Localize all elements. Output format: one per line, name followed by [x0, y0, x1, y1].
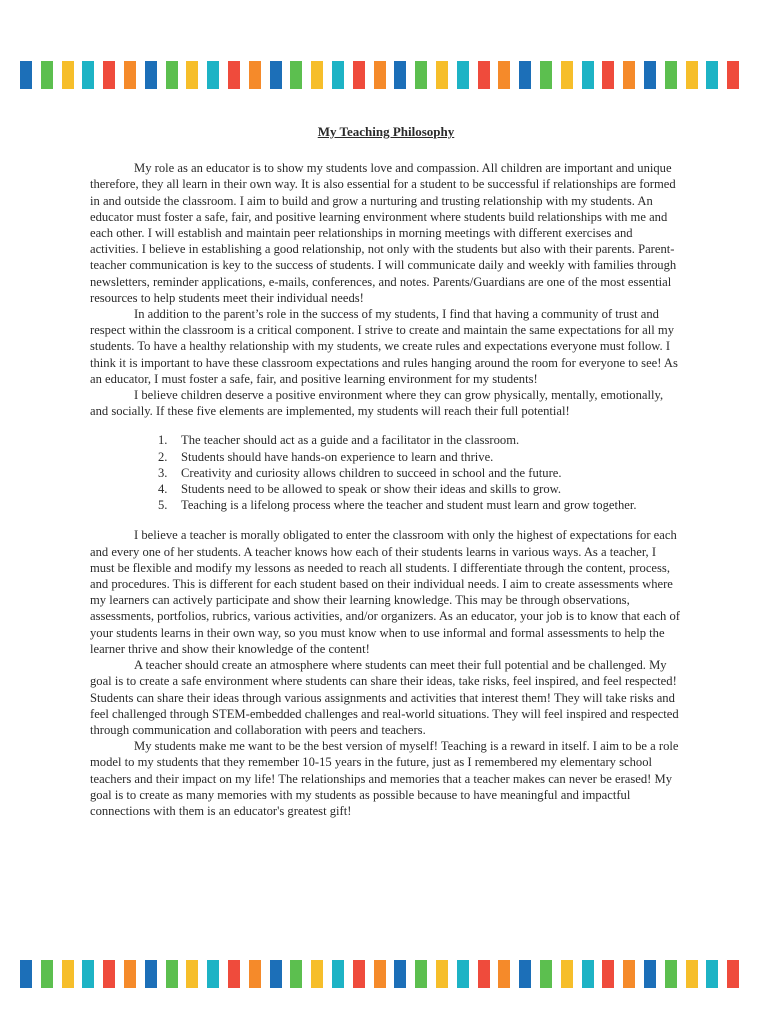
list-number: 3. [158, 465, 168, 480]
stripe-block [41, 61, 53, 89]
list-item [90, 481, 682, 497]
stripe-block [706, 61, 718, 89]
stripe-block [145, 960, 157, 988]
stripe-block [82, 960, 94, 988]
stripe-block [374, 61, 386, 89]
paragraph: I believe a teacher is morally obligated to enter the classroom with only the highest of expectations for each and every one of her students. A teacher knows how each of their students learns in various ways. As a teacher, I must be flexible and modify my lessons as needed to reach all students. I differentiate through the content, process, and procedures. This is different for each student based on their individual needs. I aim to create assessments where my learners can actively participate and show their learning knowledge. This may be through observations, assessments, portfolios, rubrics, various activities, and/or organizers. As an educator, your job is to know that each of your students learns in their own way, so you must know when to use informal and formal assessments to help the learner thrive and show their knowledge of the content! [90, 528, 680, 656]
stripe-block [166, 960, 178, 988]
paragraph: In addition to the parent’s role in the success of my students, I find that having a community of trust and respect within the classroom is a critical component. I strive to create and maintain the same expectations for all my students. To have a healthy relationship with my students, we create rules and expectations everyone must follow. I think it is important to have these classroom expectations and rules hanging around the room for everyone to see! As an educator, I must foster a safe, fair, and positive learning environment for my students! [90, 307, 678, 386]
stripe-block [103, 960, 115, 988]
paragraph: I believe children deserve a positive environment where they can grow physically, mentally, emotionally, and socially. If these five elements are implemented, my students will reach their full potential! [90, 388, 664, 419]
stripe-block [415, 960, 427, 988]
stripe-block [727, 960, 739, 988]
stripe-block [686, 61, 698, 89]
stripe-block [249, 960, 261, 988]
stripe-block [478, 61, 490, 89]
list-number: 4. [158, 482, 168, 497]
stripe-block [394, 61, 406, 89]
stripe-block [62, 960, 74, 988]
stripe-block [124, 960, 136, 988]
stripe-block [457, 960, 469, 988]
stripe-block [145, 61, 157, 89]
stripe-block [374, 960, 386, 988]
stripe-block [582, 960, 594, 988]
stripe-block [665, 61, 677, 89]
stripe-block [686, 960, 698, 988]
stripe-block [332, 61, 344, 89]
stripe-block [124, 61, 136, 89]
stripe-block [519, 960, 531, 988]
stripe-block [602, 960, 614, 988]
stripe-block [20, 960, 32, 988]
list-item [90, 449, 682, 465]
list-number: 5. [158, 498, 168, 513]
stripe-block [561, 61, 573, 89]
list-text: Teaching is a lifelong process where the teacher and student must learn and grow together. [181, 498, 637, 513]
stripe-block [186, 960, 198, 988]
stripe-block [602, 61, 614, 89]
list-text: The teacher should act as a guide and a facilitator in the classroom. [181, 433, 520, 448]
list-text: Students need to be allowed to speak or show their ideas and skills to grow. [181, 482, 562, 497]
stripe-block [519, 61, 531, 89]
stripe-block [644, 61, 656, 89]
list-text: Creativity and curiosity allows children to succeed in school and the future. [181, 465, 562, 480]
stripe-block [270, 960, 282, 988]
stripe-block [103, 61, 115, 89]
stripe-block [311, 960, 323, 988]
list-text: Students should have hands-on experience to learn and thrive. [181, 449, 494, 464]
stripe-block [457, 61, 469, 89]
stripe-block [249, 61, 261, 89]
stripe-block [82, 61, 94, 89]
stripe-block [290, 960, 302, 988]
list-number: 1. [158, 433, 168, 448]
paragraph: My students make me want to be the best version of myself! Teaching is a reward in itself. I aim to be a role model to my students that they remember 10-15 years in the future, just as I remembered my elementary school teachers and their impact on my life! The relationships and memories that a teacher makes can never be erased! My goal is to create as many memories with my students as possible because to have meaningful and impactful connections with them is an educator's greatest gift! [90, 739, 679, 818]
stripe-block [332, 960, 344, 988]
stripe-block [561, 960, 573, 988]
stripe-block [20, 61, 32, 89]
stripe-block [166, 61, 178, 89]
stripe-block [540, 61, 552, 89]
stripe-block [353, 960, 365, 988]
list-number: 2. [158, 449, 168, 464]
stripe-block [186, 61, 198, 89]
stripe-block [540, 960, 552, 988]
document-title: My Teaching Philosophy [317, 124, 455, 139]
bottom-stripe-border [20, 960, 748, 988]
stripe-block [498, 960, 510, 988]
stripe-block [498, 61, 510, 89]
stripe-block [436, 61, 448, 89]
list-item [90, 465, 682, 481]
stripe-block [415, 61, 427, 89]
top-stripe-border [20, 61, 748, 89]
numbered-list [90, 432, 682, 513]
stripe-block [665, 960, 677, 988]
paragraph: My role as an educator is to show my students love and compassion. All children are important and unique therefore, they all learn in their own way. It is also essential for a student to be successful if relationships are formed in and outside the classroom. I aim to build and grow a nurturing and trusting relationship with my students. An educator must foster a safe, fair, and positive learning environment where students build relationships with me and each other. I will establish and maintain peer relationships in morning meetings with different exercises and activities. I believe in establishing a good relationship, not only with the students but also with their parents. Parent-teacher communication is key to the success of students. I will communicate daily and weekly with families through newsletters, reminder applications, e-mails, conferences, and notes. Parents/Guardians are one of the most essential resources to help students meet their individual needs! [90, 161, 677, 305]
document-page [90, 124, 682, 819]
stripe-block [478, 960, 490, 988]
stripe-block [228, 960, 240, 988]
stripe-block [228, 61, 240, 89]
stripe-block [207, 960, 219, 988]
stripe-block [353, 61, 365, 89]
stripe-block [311, 61, 323, 89]
list-item [90, 497, 682, 513]
stripe-block [727, 61, 739, 89]
stripe-block [623, 61, 635, 89]
stripe-block [62, 61, 74, 89]
stripe-block [706, 960, 718, 988]
stripe-block [394, 960, 406, 988]
paragraph: A teacher should create an atmosphere where students can meet their full potential and be challenged. My goal is to create a safe environment where students can share their ideas, take risks, feel inspired, and feel respected! Students can share their ideas through various assignments and activities that interest them! They will take risks and feel challenged through STEM-embedded challenges and real-world situations. They will feel inspired and respected through communication and collaboration with peers and teachers. [90, 658, 679, 737]
stripe-block [41, 960, 53, 988]
stripe-block [582, 61, 594, 89]
list-item [90, 432, 682, 448]
stripe-block [270, 61, 282, 89]
stripe-block [290, 61, 302, 89]
stripe-block [436, 960, 448, 988]
stripe-block [207, 61, 219, 89]
stripe-block [644, 960, 656, 988]
stripe-block [623, 960, 635, 988]
